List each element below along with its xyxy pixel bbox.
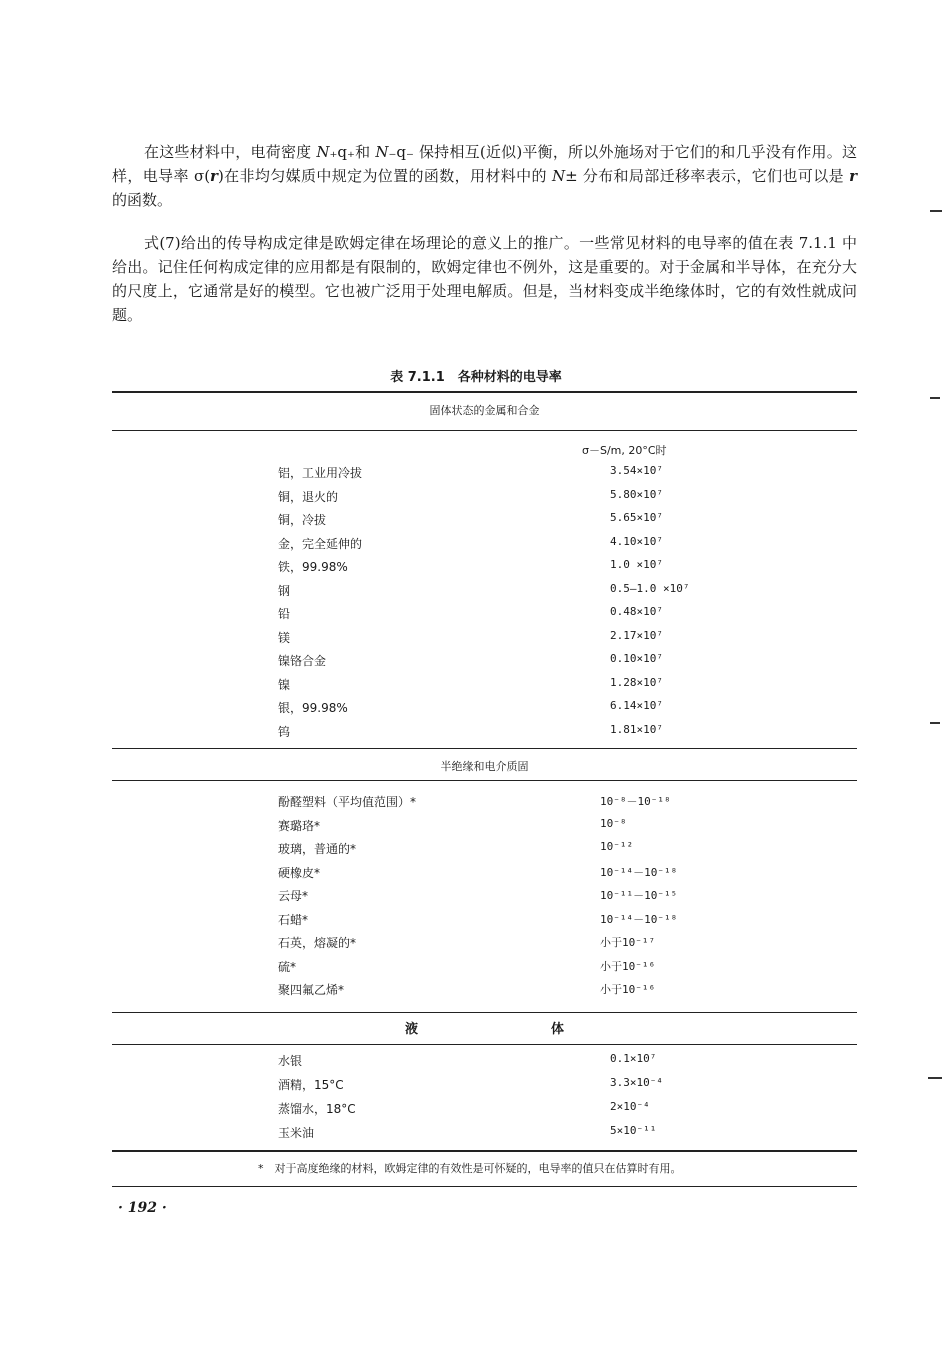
table-row xyxy=(0,676,952,699)
table-row xyxy=(0,911,952,934)
table-footnote: * 对于高度绝缘的材料，欧姆定律的有效性是可怀疑的，电导率的值只在估算时有用。 xyxy=(258,1162,682,1175)
table-row xyxy=(0,582,952,605)
conductivity-value: 5.80×10⁷ xyxy=(610,487,663,501)
table-row xyxy=(0,558,952,581)
conductivity-value: 1.81×10⁷ xyxy=(610,722,663,736)
table-rule xyxy=(112,1012,857,1013)
table-row xyxy=(0,605,952,628)
material-name: 镍铬合金 xyxy=(278,654,327,668)
material-name: 银，99.98% xyxy=(278,701,348,715)
table-row xyxy=(0,864,952,887)
material-name: 酒精，15°C xyxy=(278,1078,344,1092)
conductivity-value: 10⁻⁸ xyxy=(600,816,627,830)
material-name: 赛璐珞* xyxy=(278,818,321,833)
conductivity-value: 10⁻⁸－10⁻¹⁸ xyxy=(600,795,671,808)
table-top-rule xyxy=(112,391,857,393)
conductivity-value: 0.48×10⁷ xyxy=(610,605,663,618)
conductivity-value: 0.5—1.0 ×10⁷ xyxy=(610,581,690,595)
material-name: 铜，退火的 xyxy=(278,489,339,504)
material-name: 石蜡* xyxy=(278,912,309,927)
conductivity-value: 4.10×10⁷ xyxy=(610,534,663,548)
material-name: 聚四氟乙烯* xyxy=(278,983,345,997)
conductivity-value: 2.17×10⁷ xyxy=(610,628,663,642)
table-rule xyxy=(112,1044,857,1045)
table-row xyxy=(0,1052,952,1075)
table-row xyxy=(0,629,952,652)
margin-mark xyxy=(928,1077,942,1079)
table-row xyxy=(0,511,952,534)
conductivity-value: 0.1×10⁷ xyxy=(610,1052,657,1065)
table-row xyxy=(0,840,952,863)
table-row xyxy=(0,817,952,840)
page-number: · 192 · xyxy=(118,1200,167,1216)
table-row xyxy=(0,535,952,558)
table-bottom-rule xyxy=(112,1150,857,1152)
table-row xyxy=(0,981,952,1004)
material-name: 云母* xyxy=(278,889,309,903)
conductivity-value: 2×10⁻⁴ xyxy=(610,1100,650,1113)
section-dielectrics-heading: 半绝缘和电介质固 xyxy=(440,760,529,773)
table-row xyxy=(0,958,952,981)
table-row xyxy=(0,793,952,816)
material-name: 蒸馏水，18°C xyxy=(278,1102,356,1116)
section-metals-heading: 固体状态的金属和合金 xyxy=(429,404,540,417)
material-name: 水银 xyxy=(278,1054,303,1068)
conductivity-value: 10⁻¹⁴－10⁻¹⁸ xyxy=(600,865,678,879)
material-name: 钨 xyxy=(278,724,291,739)
table-row xyxy=(0,464,952,487)
table-title: 表 7.1.1 各种材料的电导率 xyxy=(390,370,562,385)
table-row xyxy=(0,699,952,722)
conductivity-value: 3.3×10⁻⁴ xyxy=(610,1076,663,1089)
table-row xyxy=(0,652,952,675)
margin-mark xyxy=(930,722,940,724)
table-rule xyxy=(112,780,857,781)
material-name: 镍 xyxy=(278,677,291,692)
material-name: 硫* xyxy=(278,959,297,974)
material-name: 铁，99.98% xyxy=(278,560,348,574)
table-row xyxy=(0,1124,952,1147)
material-name: 镁 xyxy=(278,630,291,645)
material-name: 金，完全延伸的 xyxy=(278,536,363,551)
conductivity-value: 10⁻¹² xyxy=(600,840,634,853)
table-row xyxy=(0,887,952,910)
conductivity-value: 10⁻¹⁴－10⁻¹⁸ xyxy=(600,912,678,926)
material-name: 玻璃，普通的* xyxy=(278,842,357,856)
material-name: 铅 xyxy=(278,607,291,621)
conductivity-value: 10⁻¹¹－10⁻¹⁵ xyxy=(600,889,678,902)
table-row xyxy=(0,723,952,746)
table-row xyxy=(0,934,952,957)
table-row xyxy=(0,1076,952,1099)
margin-mark xyxy=(930,397,940,399)
conductivity-value: 0.10×10⁷ xyxy=(610,652,663,665)
material-name: 硬橡皮* xyxy=(278,865,321,880)
material-name: 铝，工业用冷拔 xyxy=(278,466,363,480)
conductivity-value: 1.0 ×10⁷ xyxy=(610,558,663,571)
material-name: 玉米油 xyxy=(278,1126,315,1140)
conductivity-value: 小于10⁻¹⁶ xyxy=(600,983,656,996)
table-rule xyxy=(112,748,857,749)
material-name: 酚醛塑料（平均值范围）* xyxy=(278,795,417,809)
section-liquids-heading: 液 体 xyxy=(404,1022,624,1037)
table-row xyxy=(0,1100,952,1123)
paragraph-2: 式(7)给出的传导构成定律是欧姆定律在场理论的意义上的推广。一些常见材料的电导率的值在表 7.1.1 中给出。记住任何构成定律的应用都是有限制的，欧姆定律也不例外，这是重要的。对于金属和半导体，在充分大的尺度上，它通常是好的模型。它也被广泛用于处理电解质。但是，当材料变成半绝缘体时，它的有效性就成问题。 xyxy=(112,234,857,324)
table-rule xyxy=(112,430,857,431)
margin-mark xyxy=(930,210,942,212)
conductivity-value: 小于10⁻¹⁷ xyxy=(600,936,656,949)
conductivity-value: 5×10⁻¹¹ xyxy=(610,1124,657,1137)
conductivity-value: 6.14×10⁷ xyxy=(610,699,663,712)
conductivity-value: 5.65×10⁷ xyxy=(610,511,663,524)
table-row xyxy=(0,488,952,511)
conductivity-value: 1.28×10⁷ xyxy=(610,675,663,689)
footer-rule xyxy=(112,1186,857,1187)
material-name: 石英，熔凝的* xyxy=(278,936,357,950)
conductivity-value: 小于10⁻¹⁶ xyxy=(600,959,656,973)
material-name: 铜，冷拔 xyxy=(278,513,327,527)
conductivity-value: 3.54×10⁷ xyxy=(610,464,663,477)
conductivity-unit-header: σ－S/m, 20°C时 xyxy=(582,444,667,457)
material-name: 钢 xyxy=(278,583,291,598)
paragraph-1: 在这些材料中，电荷密度 N₊q₊和 N₋q₋ 保持相互(近似)平衡，所以外施场对于它们的和几乎没有作用。这样，电导率 σ(r)在非均匀媒质中规定为位置的函数，用材料中的 N± 分布和局部迁移率表示，它们也可以是 r 的函数。 xyxy=(112,143,857,209)
